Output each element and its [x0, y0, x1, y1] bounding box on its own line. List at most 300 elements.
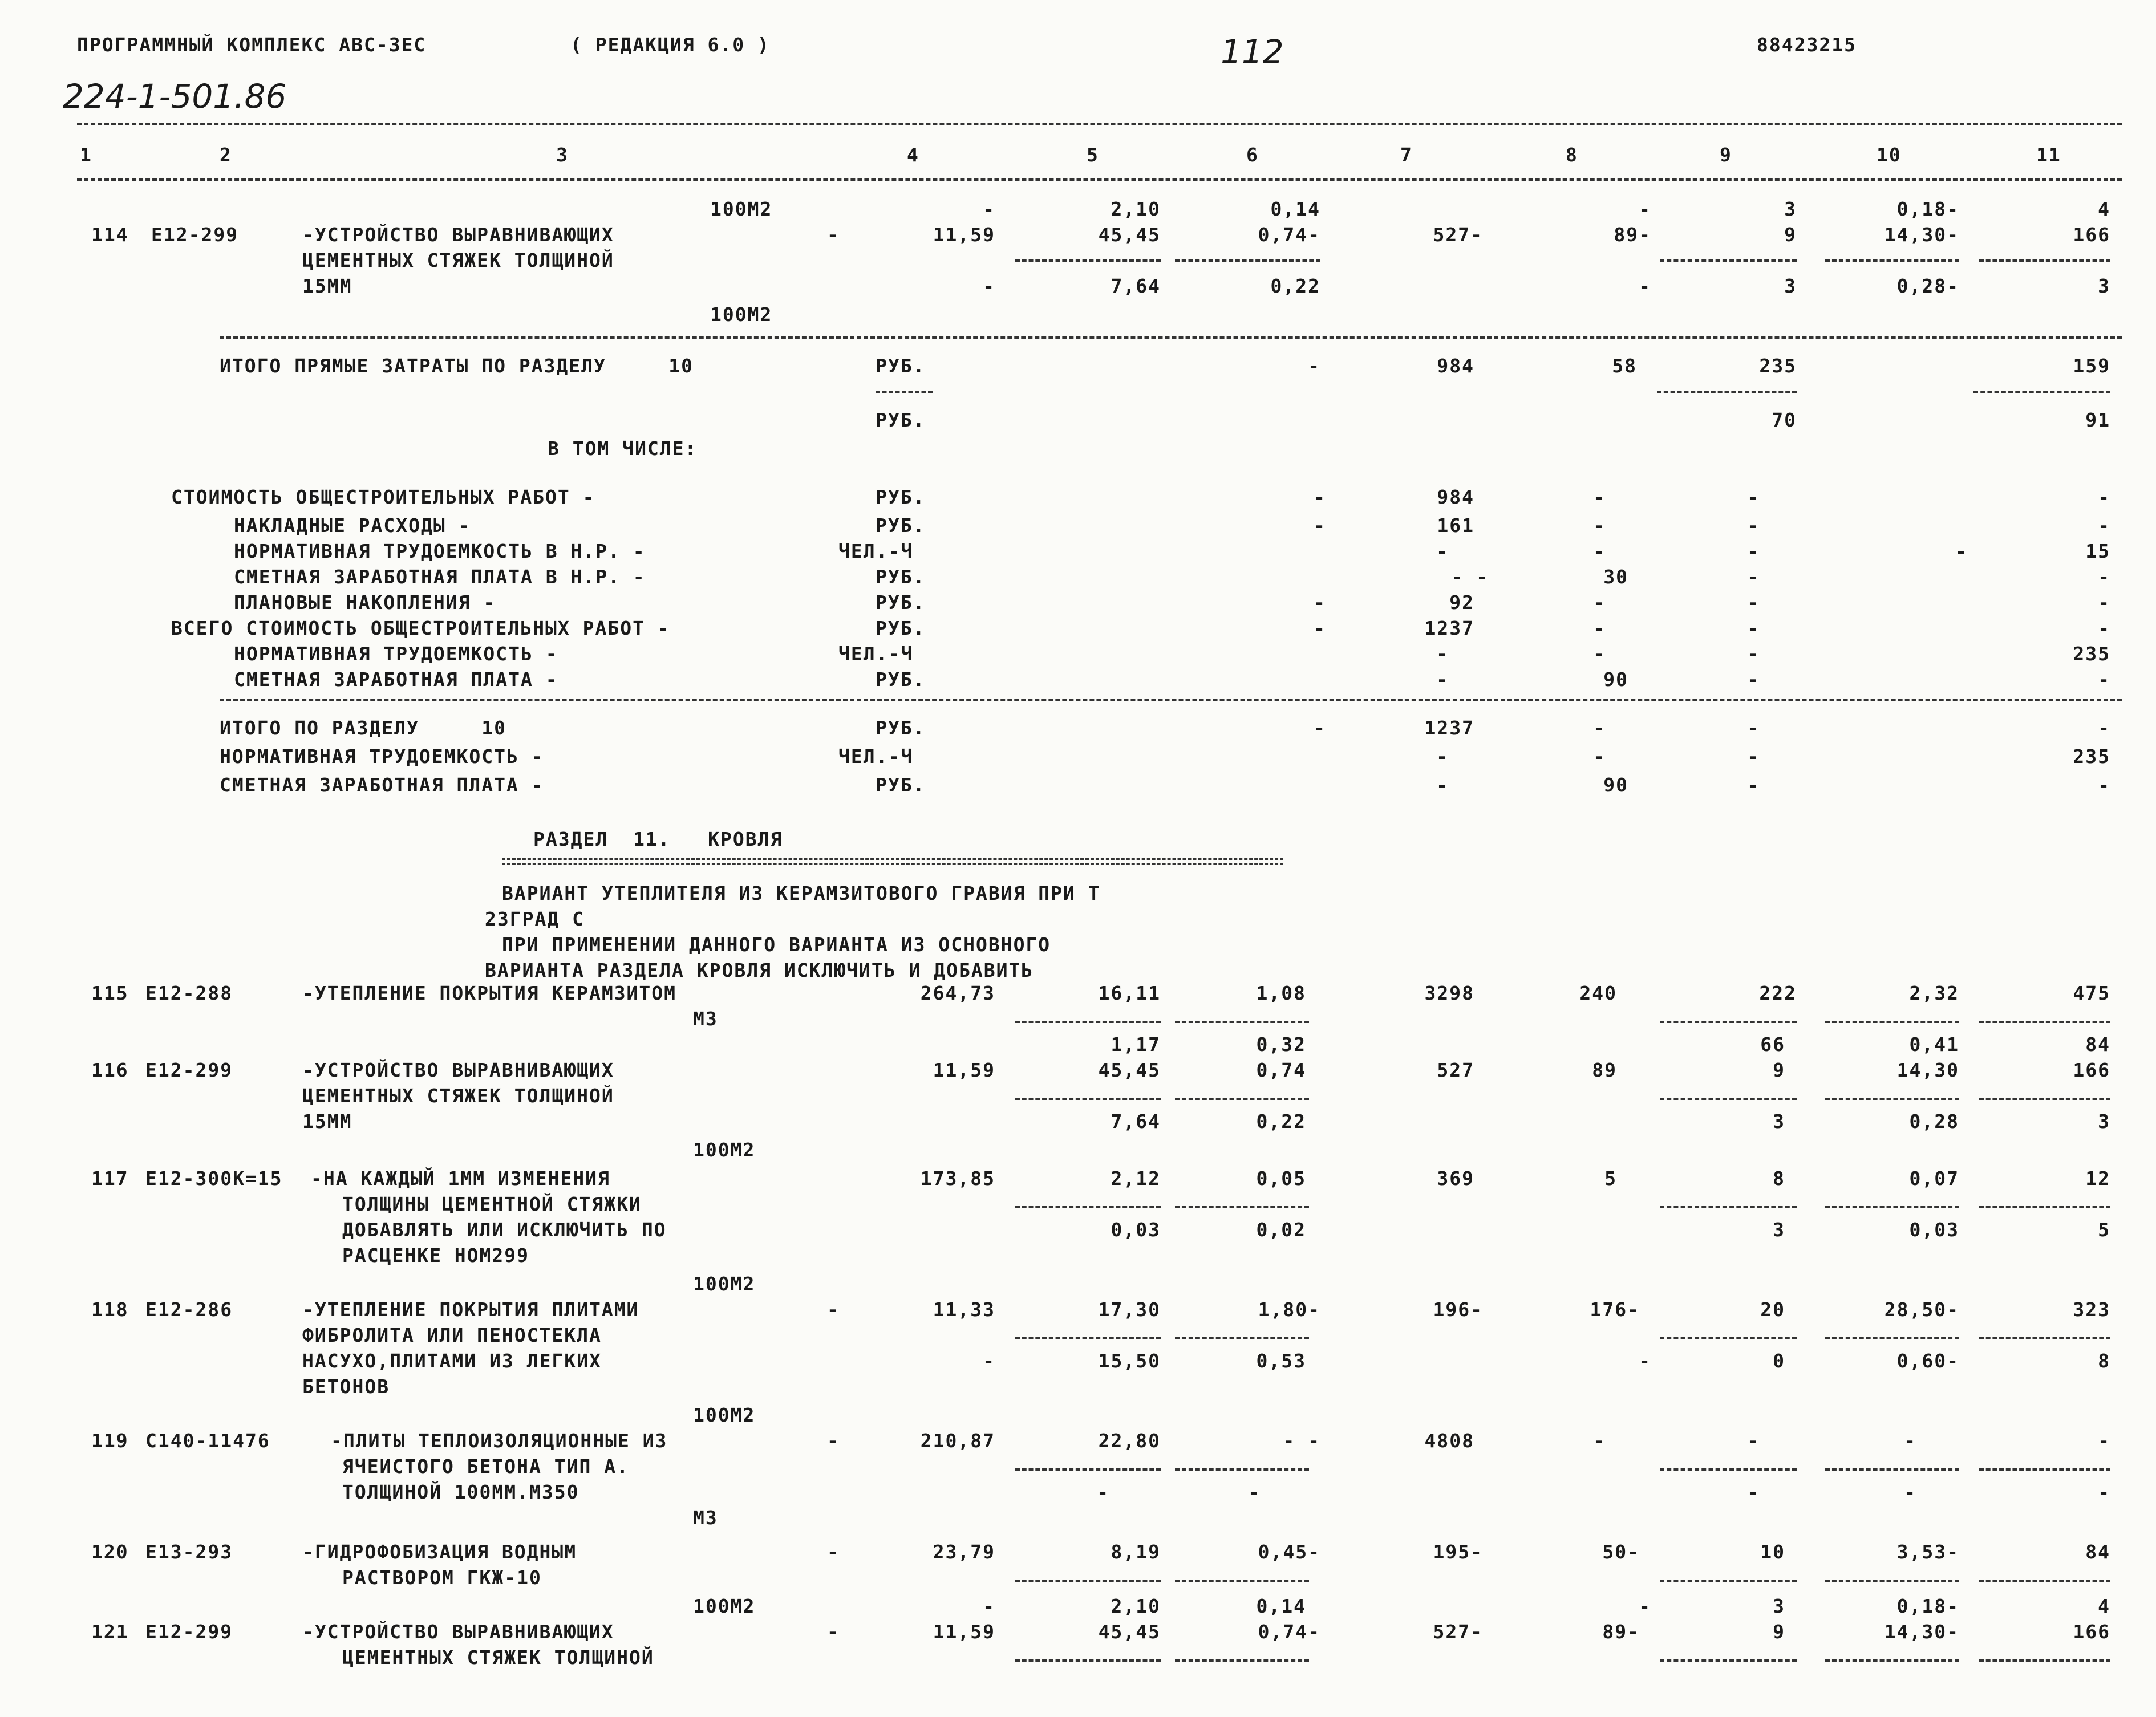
unit-label: М3	[693, 1008, 718, 1030]
cell: 222	[1759, 982, 1797, 1004]
cell: 90	[1603, 668, 1628, 691]
cell: 3	[1773, 1219, 1785, 1241]
cell: -	[1747, 643, 1760, 665]
cell: -	[2098, 774, 2110, 796]
cell: 4808	[1424, 1430, 1474, 1452]
cell: -	[983, 1350, 995, 1372]
cell: -	[1593, 745, 1606, 768]
cell: -	[1436, 540, 1449, 562]
line-label: НАКЛАДНЫЕ РАСХОДЫ -	[234, 514, 471, 537]
line-label: ПЛАНОВЫЕ НАКОПЛЕНИЯ -	[234, 591, 496, 614]
rule	[1660, 1337, 1797, 1339]
cell: -	[1955, 540, 1968, 562]
col-2: 2	[220, 144, 232, 166]
cell: 2,32	[1909, 982, 1959, 1004]
cell: 166	[2073, 224, 2110, 246]
cell: 91	[2085, 409, 2110, 431]
rule	[1660, 1021, 1797, 1023]
cell: -	[1747, 1481, 1760, 1503]
rule	[1015, 1337, 1161, 1339]
rule	[1825, 1206, 1959, 1208]
row-desc: -УСТРОЙСТВО ВЫРАВНИВАЮЩИХ	[302, 224, 614, 246]
rule	[220, 336, 2122, 339]
cell: 3	[1773, 1110, 1785, 1133]
row-desc: 15ММ	[302, 275, 352, 297]
row-desc: -УТЕПЛЕНИЕ ПОКРЫТИЯ КЕРАМЗИТОМ	[302, 982, 677, 1004]
cell: 984	[1437, 486, 1474, 508]
cell: 0,28	[1909, 1110, 1959, 1133]
row-desc: РАСТВОРОМ ГКЖ-10	[342, 1566, 542, 1589]
cell: -	[1436, 774, 1449, 796]
cell: 8,19	[1111, 1541, 1161, 1563]
cell: 0	[1773, 1350, 1785, 1372]
unit: РУБ.	[876, 591, 926, 614]
cell: 5	[2098, 1219, 2110, 1241]
row-number: 116	[91, 1059, 129, 1081]
rule	[1825, 1098, 1959, 1100]
cell: -	[1747, 566, 1760, 588]
cell: -	[1639, 1350, 1651, 1372]
section-heading: РАЗДЕЛ 11. КРОВЛЯ	[533, 828, 783, 850]
row-code: Е13-293	[145, 1541, 233, 1563]
cell: 527-	[1433, 1621, 1483, 1643]
col-9: 9	[1720, 144, 1732, 166]
cell: -	[2098, 617, 2110, 639]
row-code: Е12-299	[151, 224, 239, 246]
cell: -	[1593, 486, 1606, 508]
rule	[1175, 1021, 1309, 1023]
cell: 0,22	[1270, 275, 1320, 297]
line-label: НОРМАТИВНАЯ ТРУДОЕМКОСТЬ -	[220, 745, 544, 768]
row-number: 119	[91, 1430, 129, 1452]
cell: 0,32	[1256, 1033, 1306, 1056]
row-desc: НАСУХО,ПЛИТАМИ ИЗ ЛЕГКИХ	[302, 1350, 602, 1372]
total-label: ИТОГО ПО РАЗДЕЛУ 10	[220, 717, 506, 739]
col-7: 7	[1400, 144, 1413, 166]
cell: 90	[1603, 774, 1628, 796]
cell: 8	[2098, 1350, 2110, 1372]
cell: -	[1314, 717, 1326, 739]
cell: 23,79	[933, 1541, 995, 1563]
rule	[1657, 391, 1797, 393]
cell: -	[2098, 514, 2110, 537]
cell: 14,30-	[1884, 1621, 1959, 1643]
variant-note: ВАРИАНТ УТЕПЛИТЕЛЯ ИЗ КЕРАМЗИТОВОГО ГРАВИЯ ПРИ Т	[502, 882, 1101, 904]
rule	[1175, 259, 1320, 262]
cell: 92	[1449, 591, 1474, 614]
rule	[1175, 1098, 1309, 1100]
rule	[77, 123, 2122, 125]
cell: -	[2098, 1481, 2110, 1503]
cell: 45,45	[1098, 1059, 1161, 1081]
cell: -	[1314, 514, 1326, 537]
rule	[1825, 259, 1959, 262]
cell: 2,12	[1111, 1167, 1161, 1190]
cell: 0,02	[1256, 1219, 1306, 1241]
rule	[1015, 1021, 1161, 1023]
cell: 3298	[1424, 982, 1474, 1004]
cell: 8	[1773, 1167, 1785, 1190]
cell: -	[983, 198, 995, 220]
cell: 527-	[1433, 224, 1483, 246]
cell: 84	[2085, 1541, 2110, 1563]
unit-label: 100М2	[710, 303, 773, 326]
cell: -	[1436, 668, 1449, 691]
cell: -	[1593, 540, 1606, 562]
cell: -	[2098, 717, 2110, 739]
cell: 45,45	[1098, 1621, 1161, 1643]
cell: 20	[1760, 1298, 1785, 1321]
cell: 3	[2098, 275, 2110, 297]
cell: 173,85	[920, 1167, 995, 1190]
unit: РУБ.	[876, 617, 926, 639]
cell: -	[827, 1430, 840, 1452]
cell: 11,59	[933, 224, 995, 246]
drawing-code: 224-1-501.86	[63, 77, 287, 116]
cell: 0,60-	[1896, 1350, 1959, 1372]
rule	[1660, 259, 1797, 262]
cell: -	[1904, 1481, 1916, 1503]
unit: РУБ.	[876, 514, 926, 537]
cell: -	[827, 1541, 840, 1563]
cell: - -	[1451, 566, 1489, 588]
cell: -	[2098, 1430, 2110, 1452]
row-number: 115	[91, 982, 129, 1004]
unit: ЧЕЛ.-Ч	[838, 540, 914, 562]
cell: 11,59	[933, 1059, 995, 1081]
row-desc: ДОБАВЛЯТЬ ИЛИ ИСКЛЮЧИТЬ ПО	[342, 1219, 667, 1241]
rule	[1015, 1098, 1161, 1100]
cell: 89-	[1614, 224, 1651, 246]
row-desc: -ГИДРОФОБИЗАЦИЯ ВОДНЫМ	[302, 1541, 577, 1563]
unit: РУБ.	[876, 774, 926, 796]
cell: 0,03	[1111, 1219, 1161, 1241]
cell: 66	[1760, 1033, 1785, 1056]
variant-note: ПРИ ПРИМЕНЕНИИ ДАННОГО ВАРИАНТА ИЗ ОСНОВНОГО	[502, 933, 1051, 956]
row-number: 121	[91, 1621, 129, 1643]
program-title: ПРОГРАММНЫЙ КОМПЛЕКС АВС-3ЕС	[77, 34, 427, 56]
page-number: 112	[1221, 33, 1284, 71]
unit: ЧЕЛ.-Ч	[838, 643, 914, 665]
line-label: СМЕТНАЯ ЗАРАБОТНАЯ ПЛАТА -	[234, 668, 558, 691]
rule	[1660, 1206, 1797, 1208]
rule	[1979, 1659, 2110, 1662]
cell: -	[1747, 617, 1760, 639]
total-label: ИТОГО ПРЯМЫЕ ЗАТРАТЫ ПО РАЗДЕЛУ 10	[220, 355, 694, 377]
row-desc: -УСТРОЙСТВО ВЫРАВНИВАЮЩИХ	[302, 1621, 614, 1643]
row-desc: ЦЕМЕНТНЫХ СТЯЖЕК ТОЛЩИНОЙ	[302, 1085, 614, 1107]
rule	[1979, 1098, 2110, 1100]
cell: 89	[1592, 1059, 1617, 1081]
row-desc: ТОЛЩИНОЙ 100ММ.М350	[342, 1481, 579, 1503]
line-label: СТОИМОСТЬ ОБЩЕСТРОИТЕЛЬНЫХ РАБОТ -	[171, 486, 595, 508]
cell: -	[1593, 514, 1606, 537]
rule	[1979, 259, 2110, 262]
cell: 9	[1773, 1621, 1785, 1643]
cell: 159	[2073, 355, 2110, 377]
cell: 4	[2098, 198, 2110, 220]
unit: РУБ.	[876, 486, 926, 508]
rule	[1979, 1580, 2110, 1582]
cell: 1237	[1424, 617, 1474, 639]
cell: 166	[2073, 1059, 2110, 1081]
cell: 0,74-	[1258, 1621, 1320, 1643]
cell: -	[1639, 275, 1651, 297]
cell: 475	[2073, 982, 2110, 1004]
cell: 15,50	[1098, 1350, 1161, 1372]
cell: 50-	[1602, 1541, 1640, 1563]
cell: -	[983, 1595, 995, 1617]
rule	[1175, 1580, 1309, 1582]
rule	[1175, 1659, 1309, 1662]
rule	[1015, 1580, 1161, 1582]
cell: 12	[2085, 1167, 2110, 1190]
cell: 196-	[1433, 1298, 1483, 1321]
cell: -	[2098, 566, 2110, 588]
cell: -	[1436, 745, 1449, 768]
cell: 0,74	[1256, 1059, 1306, 1081]
cell: 0,18-	[1896, 1595, 1959, 1617]
cell: -	[1248, 1481, 1261, 1503]
col-6: 6	[1246, 144, 1259, 166]
rule	[1979, 1337, 2110, 1339]
cell: -	[1593, 617, 1606, 639]
cell: 1,08	[1256, 982, 1306, 1004]
rule	[1015, 1659, 1161, 1662]
unit: ЧЕЛ.-Ч	[838, 745, 914, 768]
cell: 84	[2085, 1033, 2110, 1056]
row-code: С140-11476	[145, 1430, 270, 1452]
unit-label: 100М2	[693, 1404, 756, 1426]
cell: 3,53-	[1896, 1541, 1959, 1563]
cell: 3	[1773, 1595, 1785, 1617]
cell: -	[827, 1298, 840, 1321]
cell: 0,14	[1270, 198, 1320, 220]
row-desc: ЦЕМЕНТНЫХ СТЯЖЕК ТОЛЩИНОЙ	[342, 1646, 654, 1669]
unit-label: М3	[693, 1507, 718, 1529]
cell: -	[1314, 591, 1326, 614]
col-8: 8	[1566, 144, 1578, 166]
cell: 0,53	[1256, 1350, 1306, 1372]
unit-label: 100М2	[710, 198, 773, 220]
cell: -	[1593, 717, 1606, 739]
row-desc: -НА КАЖДЫЙ 1ММ ИЗМЕНЕНИЯ	[311, 1167, 610, 1190]
double-rule	[502, 858, 1283, 860]
row-desc: БЕТОНОВ	[302, 1375, 390, 1398]
cell: 2,10	[1111, 198, 1161, 220]
unit: РУБ.	[876, 717, 926, 739]
cell: 28,50-	[1884, 1298, 1959, 1321]
cell: 1237	[1424, 717, 1474, 739]
cell: 166	[2073, 1621, 2110, 1643]
cell: 11,59	[933, 1621, 995, 1643]
cell: 9	[1773, 1059, 1785, 1081]
rule	[876, 391, 933, 393]
unit-label: 100М2	[693, 1273, 756, 1295]
cell: -	[1747, 1430, 1760, 1452]
cell: 10	[1760, 1541, 1785, 1563]
cell: 70	[1772, 409, 1797, 431]
unit: РУБ.	[876, 668, 926, 691]
row-desc: -ПЛИТЫ ТЕПЛОИЗОЛЯЦИОННЫЕ ИЗ	[331, 1430, 668, 1452]
row-desc: ФИБРОЛИТА ИЛИ ПЕНОСТЕКЛА	[302, 1324, 602, 1346]
cell: 45,45	[1098, 224, 1161, 246]
cell: -	[1436, 643, 1449, 665]
row-desc: ТОЛЩИНЫ ЦЕМЕНТНОЙ СТЯЖКИ	[342, 1193, 642, 1215]
cell: 235	[1759, 355, 1797, 377]
cell: 3	[2098, 1110, 2110, 1133]
cell: -	[827, 1621, 840, 1643]
row-code: Е12-299	[145, 1621, 233, 1643]
rule	[1825, 1659, 1959, 1662]
rule	[1175, 1468, 1309, 1471]
cell: 58	[1612, 355, 1637, 377]
cell: -	[2098, 486, 2110, 508]
line-label: НОРМАТИВНАЯ ТРУДОЕМКОСТЬ В Н.Р. -	[234, 540, 646, 562]
line-label: СМЕТНАЯ ЗАРАБОТНАЯ ПЛАТА В Н.Р. -	[234, 566, 646, 588]
cell: 3	[1784, 275, 1797, 297]
cell: 5	[1604, 1167, 1617, 1190]
cell: 4	[2098, 1595, 2110, 1617]
row-number: 118	[91, 1298, 129, 1321]
cell: 0,22	[1256, 1110, 1306, 1133]
col-4: 4	[907, 144, 919, 166]
cell: 235	[2073, 745, 2110, 768]
rule	[1015, 1468, 1161, 1471]
row-number: 117	[91, 1167, 129, 1190]
rule	[1979, 1021, 2110, 1023]
unit: РУБ.	[876, 566, 926, 588]
cell: -	[1747, 486, 1760, 508]
cell: 369	[1437, 1167, 1474, 1190]
col-5: 5	[1087, 144, 1099, 166]
rule	[77, 178, 2122, 181]
cell: 0,74-	[1258, 224, 1320, 246]
rule	[1175, 1206, 1309, 1208]
cell: 527	[1437, 1059, 1474, 1081]
rule	[1015, 259, 1161, 262]
cell: 0,05	[1256, 1167, 1306, 1190]
cell: -	[1747, 514, 1760, 537]
cell: 14,30	[1896, 1059, 1959, 1081]
cell: 984	[1437, 355, 1474, 377]
rule	[1825, 1580, 1959, 1582]
in-that-label: В ТОМ ЧИСЛЕ:	[548, 437, 698, 460]
cell: 7,64	[1111, 275, 1161, 297]
row-desc: ЦЕМЕНТНЫХ СТЯЖЕК ТОЛЩИНОЙ	[302, 249, 614, 271]
cell: 323	[2073, 1298, 2110, 1321]
row-desc: -УСТРОЙСТВО ВЫРАВНИВАЮЩИХ	[302, 1059, 614, 1081]
cell: -	[1639, 1595, 1651, 1617]
unit: РУБ.	[876, 355, 926, 377]
line-label: НОРМАТИВНАЯ ТРУДОЕМКОСТЬ -	[234, 643, 558, 665]
row-code: Е12-286	[145, 1298, 233, 1321]
unit-label: 100М2	[693, 1595, 756, 1617]
cell: 0,18-	[1896, 198, 1959, 220]
row-number: 120	[91, 1541, 129, 1563]
cell: 11,33	[933, 1298, 995, 1321]
col-1: 1	[80, 144, 92, 166]
cell: - -	[1283, 1430, 1320, 1452]
rule	[1979, 1468, 2110, 1471]
cell: 0,07	[1909, 1167, 1959, 1190]
cell: 161	[1437, 514, 1474, 537]
cell: 235	[2073, 643, 2110, 665]
cell: 240	[1579, 982, 1617, 1004]
cell: 14,30-	[1884, 224, 1959, 246]
edition-label: ( РЕДАКЦИЯ 6.0 )	[570, 34, 770, 56]
rule	[1015, 1206, 1161, 1208]
col-10: 10	[1877, 144, 1902, 166]
cell: -	[1314, 617, 1326, 639]
row-code: Е12-299	[145, 1059, 233, 1081]
rule	[220, 699, 2122, 701]
cell: 9	[1784, 224, 1797, 246]
variant-note: 23ГРАД С	[485, 908, 585, 930]
cell: -	[1314, 486, 1326, 508]
cell: -	[1747, 745, 1760, 768]
cell: 0,28-	[1896, 275, 1959, 297]
rule	[1825, 1021, 1959, 1023]
line-label: СМЕТНАЯ ЗАРАБОТНАЯ ПЛАТА -	[220, 774, 544, 796]
col-3: 3	[556, 144, 569, 166]
cell: 0,45-	[1258, 1541, 1320, 1563]
cell: 0,14	[1256, 1595, 1306, 1617]
cell: 0,03	[1909, 1219, 1959, 1241]
row-desc: РАСЦЕНКЕ НОМ299	[342, 1244, 530, 1267]
cell: 176-	[1590, 1298, 1640, 1321]
cell: 2,10	[1111, 1595, 1161, 1617]
document-number: 88423215	[1757, 34, 1857, 56]
cell: 15	[2085, 540, 2110, 562]
cell: -	[1639, 198, 1651, 220]
rule	[1979, 1206, 2110, 1208]
cell: 1,80-	[1258, 1298, 1320, 1321]
row-code: Е12-288	[145, 982, 233, 1004]
cell: -	[2098, 591, 2110, 614]
cell: 195-	[1433, 1541, 1483, 1563]
cell: 3	[1784, 198, 1797, 220]
cell: -	[827, 224, 840, 246]
cell: 30	[1603, 566, 1628, 588]
cell: -	[1593, 591, 1606, 614]
cell: -	[1593, 1430, 1606, 1452]
rule	[1660, 1580, 1797, 1582]
row-code: Е12-300К=15	[145, 1167, 283, 1190]
cell: 89-	[1602, 1621, 1640, 1643]
cell: -	[1747, 591, 1760, 614]
row-number: 114	[91, 224, 129, 246]
cell: 0,41	[1909, 1033, 1959, 1056]
col-11: 11	[2036, 144, 2061, 166]
rule	[1175, 1337, 1309, 1339]
cell: 16,11	[1098, 982, 1161, 1004]
cell: 1,17	[1111, 1033, 1161, 1056]
cell: -	[983, 275, 995, 297]
cell: -	[2098, 668, 2110, 691]
cell: -	[1308, 355, 1320, 377]
rule	[1973, 391, 2110, 393]
cell: -	[1747, 774, 1760, 796]
cell: 7,64	[1111, 1110, 1161, 1133]
cell: -	[1097, 1481, 1109, 1503]
cell: -	[1747, 717, 1760, 739]
rule	[1660, 1659, 1797, 1662]
cell: -	[1904, 1430, 1916, 1452]
cell: 264,73	[920, 982, 995, 1004]
row-desc: ЯЧЕИСТОГО БЕТОНА ТИП А.	[342, 1455, 629, 1477]
cell: -	[1747, 668, 1760, 691]
